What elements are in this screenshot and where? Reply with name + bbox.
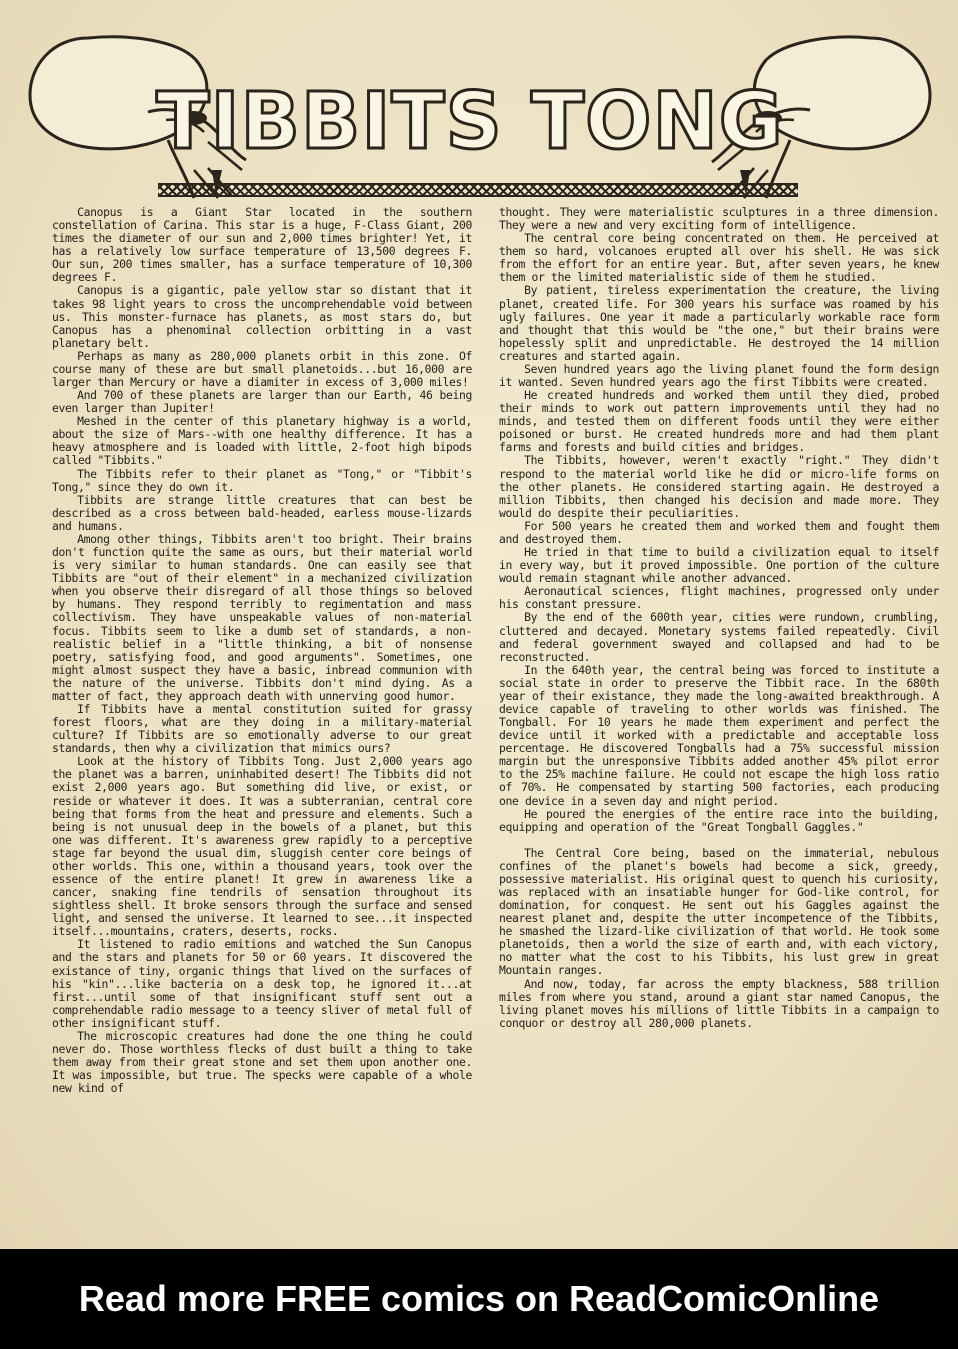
paragraph: For 500 years he created them and worked them and fought them and destroyed them. (499, 518, 939, 546)
paragraph: Among other things, Tibbits aren't too bright. Their brains don't function quite the same as ours, but their material world is very similar to human standards. One can easily see that Tibbits are "out of their element" in a mechanized civilization when you observe their disregard of all those things so beloved by humans. They respond terribly to regimentation and mass collectivism. They have unspeakable values of non-material focus. Tibbits seem to like a dumb set of standards, a non-realistic belief in a "little thinking, a bit of nonsense poetry, satisfying food, and good arguments". Sometimes, one might almost suspect they have a basic, inbread communion with the nature of the universe. Tibbits don't mind dying. As a matter of fact, they approach death with unnerving good humor. (52, 531, 472, 703)
paragraph: The Tibbits refer to their planet as "Tong," or "Tibbit's Tong," since they do own it. (52, 466, 472, 494)
right-column (499, 206, 939, 1030)
footer-banner[interactable] (0, 1249, 958, 1349)
paragraph: The microscopic creatures had done the one thing he could never do. Those worthless flecks of dust built a thing to take them away from their great stone and set them upon another one. It was impossible, but true. The specks were capable of a whole new kind of (52, 1028, 472, 1096)
paragraph: Aeronautical sciences, flight machines, progressed only under his constant pressure. (499, 584, 939, 612)
decorative-divider (158, 183, 798, 197)
paragraph: And 700 of these planets are larger than our Earth, 46 being even larger than Jupiter! (52, 388, 472, 416)
paragraph: thought. They were materialistic sculptures in a three dimension. They were a new and very exciting form of intelligence. (499, 205, 939, 233)
page-title: TIBBITS TONG (156, 77, 784, 167)
paragraph: By the end of the 600th year, cities were rundown, crumbling, cluttered and decayed. Monetary systems failed repeatedly. Civil and federal government swayed and collapsed and had to be reconstructed. (499, 610, 939, 664)
paragraph: Perhaps as many as 280,000 planets orbit in this zone. Of course many of these are but small planetoids...but 16,000 are larger than Mercury or have a diamiter in excess of 3,000 miles! (52, 348, 472, 390)
paragraph: By patient, tireless experimentation the creature, the living planet, created life. For 300 years his surface was roamed by his ugly failures. One year it made a particularly workable race form and thought that this would be "the one," but their brains were hopelessly split and unpredictable. He destroyed the 14 million creatures and started again. (499, 283, 939, 363)
paragraph: He tried in that time to build a civilization equal to itself in every way, but it proved impossible. One portion of the culture would remain stagnant while another advanced. (499, 545, 939, 586)
paragraph: It listened to radio emitions and watched the Sun Canopus and the stars and planets for 50 or 60 years. It discovered the existance of tiny, organic things that lived on the surfaces of his "kin"...like bacteria on a desk top, he ignored it...at first...until some of that insignificant stuff sent out a comprehendable radio message to a teency sliver of metal full of other insignificant stuff. (52, 937, 472, 1030)
paragraph: Canopus is a Giant Star located in the southern constellation of Carina. This star is a huge, F-Class Giant, 200 times the diameter of our sun and 2,000 times brighter! Yet, it has a relatively low surface temperature of 13,500 degrees F. Our sun, 200 times smaller, has a surface temperature of 10,300 degrees F. (52, 205, 472, 285)
paragraph: And now, today, far across the empty blackness, 588 trillion miles from where you stand, around a giant star named Canopus, the living planet moves his millions of little Tibbits in a campaign to conquor or destroy all 280,000 planets. (499, 976, 939, 1030)
paragraph: The central core being concentrated on them. He perceived at them so hard, volcanoes erupted all over his shell. He was sick from the effort for an entire year. But, after seven years, he knew them or the limited materialistic side of them he studied. (499, 231, 939, 285)
paragraph: Canopus is a gigantic, pale yellow star so distant that it takes 98 light years to cross the uncomprehendable void between us. This monster-furnace has planets, as most stars do, but Canopus has a phenominal collection orbitting in a vast planetary belt. (52, 283, 472, 350)
paragraph: He poured the energies of the entire race into the building, equipping and operation of the "Great Tongball Gaggles." (499, 806, 939, 834)
paragraph: He created hundreds and worked them until they died, probed their minds to work out pattern improvements until they had no minds, and tested them on different foods until they were either poisoned or burst. He created hundreds more and had them plant farms and forests and build cities and bridges. (499, 388, 939, 455)
paragraph: Seven hundred years ago the living planet found the form design it wanted. Seven hundred years ago the first Tibbits were created. (499, 361, 939, 390)
paragraph: In the 640th year, the central being was forced to institute a social state in order to preserve the Tibbit race. In the 680th year of their existance, they made the long-awaited breakthrough. A device capable of traveling to other worlds was finished. The Tongball. For 10 years he made them experiment and perfect the device until it worked with a predictable and acceptable loss percentage. He discovered Tongballs had a 75% successful mission margin but the unresponsive Tibbits added another 45% pilot error to the 25% machine failure. He could not escape the high loss ratio of 70%. He compensated by starting 500 factories, each producing one device in a seven day and night period. (499, 662, 939, 808)
paragraph: Meshed in the center of this planetary highway is a world, about the size of Mars--with one healthy difference. It has a heavy atmosphere and is loaded with little, 2-foot high bipods called "Tibbits." (52, 414, 472, 468)
paragraph: Look at the history of Tibbits Tong. Just 2,000 years ago the planet was a barren, uninhabited desert! The Tibbits did not exist 2,000 years ago. But something did live, or exist, or reside or whatever it does. It was a subterranian, central core being that forms from the heat and pressure and elements. Such a being is not unusual deep in the bowels of a planet, but this one was different. It's awareness grew rapidly to a perceptive stage far beyond the usual dim, sluggish center core beings of other worlds. This one, within a thousand years, took over the essence of the entire planet! It grew in awareness like a cancer, snaking fine tendrils of sensation throughout its sightless shell. It broke sensors through the surface and sensed light, and sensed the universe. It learned to see...it inspected itself...mountains, craters, deserts, rocks. (52, 754, 472, 939)
title-banner (156, 66, 784, 167)
paragraph: The Central Core being, based on the immaterial, nebulous confines of the planet's bowels had become a sick, greedy, possessive materialist. His original quest to quench his curiosity, was replaced with an insatiable hunger for God-like control, for domination, for conquest. He sent out his Gaggles against the nearest planet and, despite the utter incompetence of the Tibbits, he smashed the lizard-like civilization of that world. He took some planetoids, then a world the size of earth and, with each victory, no matter what the cost to his Tibbits, his lust grew in great Mountain ranges. (499, 845, 939, 978)
footer-text[interactable]: Read more FREE comics on ReadComicOnline (78, 1278, 880, 1319)
page-header (0, 0, 958, 200)
paragraph: Tibbits are strange little creatures that can best be described as a cross between bald-headed, earless mouse-lizards and humans. (52, 492, 472, 533)
paragraph: If Tibbits have a mental constitution suited for grassy forest floors, what are they doing in a military-material culture? If Tibbits are so emotionally adverse to our great standards, then why a civilization that mimics ours? (52, 701, 472, 756)
left-column (52, 206, 472, 1095)
paragraph: The Tibbits, however, weren't exactly "right." They didn't respond to the material world like he did or micro-life forms on the other planets. He considered starting again. He destroyed a million Tibbits, then changed his decision and made more. They would do despite their peculiarities. (499, 453, 939, 520)
